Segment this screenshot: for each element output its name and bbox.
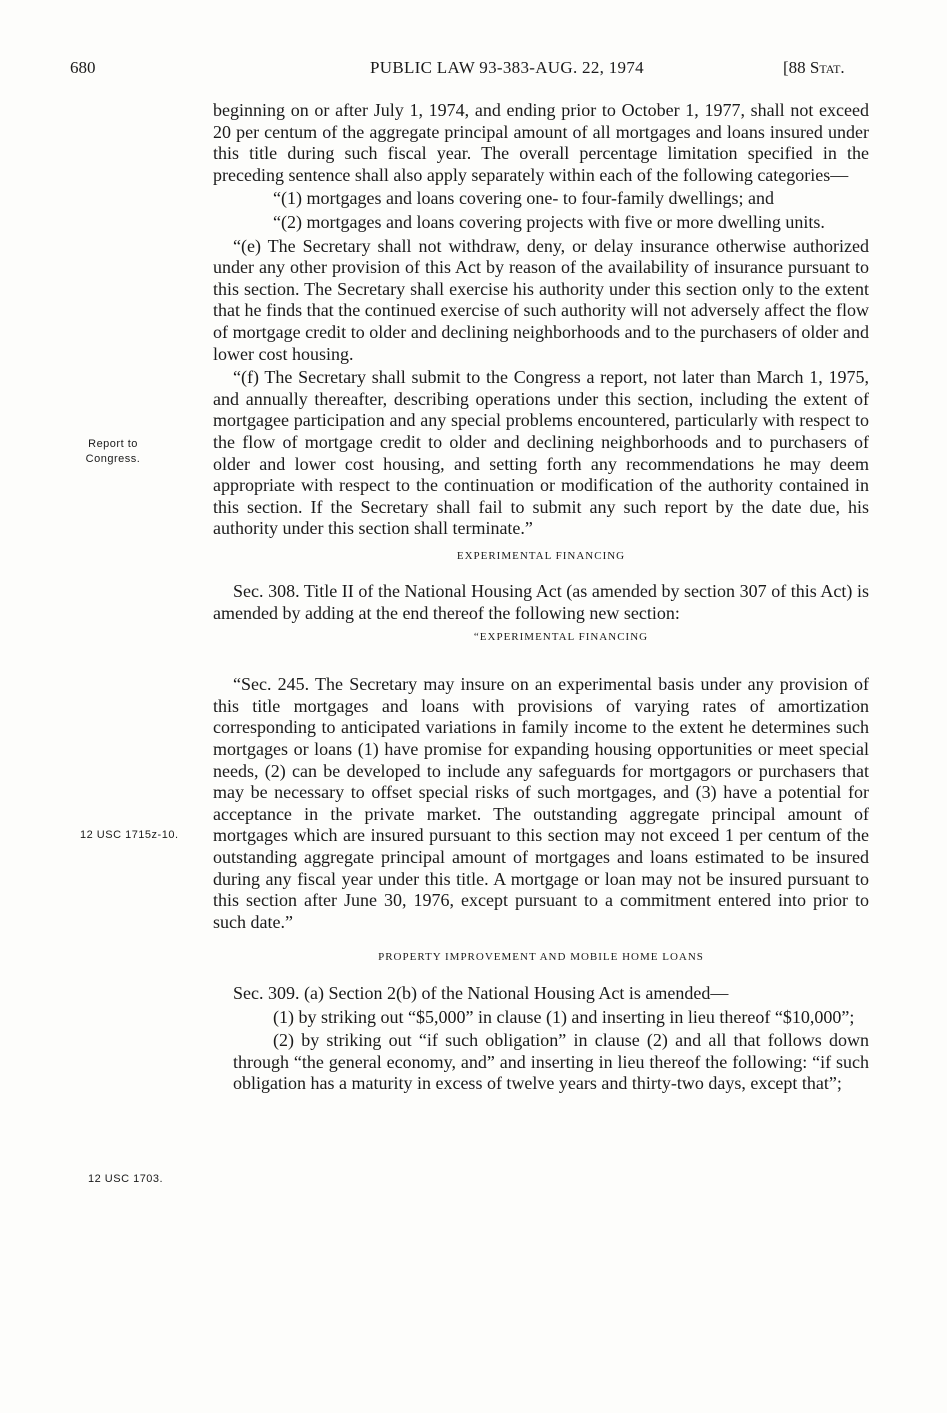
paragraph-sec-245: “Sec. 245. The Secretary may insure on an experimental basis under any provision of this title mortgages and loans with provisions of varying rates of amortization corresponding to anticipated variations in family income to the extent he determines such mortgages or loans (1) have promise for expanding housing opportunities or meet special needs, (2) can be developed to include any safeguards for mortgagors or purchasers that may be necessary to offset special risks of such mortgages, and (3) have a potential for acceptance in the private market. The outstanding aggregate principal amount of mortgages which are insured pursuant to this section may not exceed 1 per centum of the outstanding aggregate principal amount of mortgages and loans estimated to be insured during any fiscal year under this title. A mortgage or loan may not be insured pursuant to this section after June 30, 1976, except pursuant to a commitment entered into prior to such date.” <box>213 674 869 932</box>
heading-experimental-financing-quoted: “EXPERIMENTAL FINANCING <box>473 630 649 643</box>
margin-note-report: Report to Congress. <box>85 438 141 465</box>
running-head: PUBLIC LAW 93-383-AUG. 22, 1974 <box>370 58 644 77</box>
paragraph-clause-2: “(2) mortgages and loans covering projects with five or more dwelling units. <box>273 211 825 232</box>
paragraph-fiscal-limit: beginning on or after July 1, 1974, and ending prior to October 1, 1977, shall not exceed 20 per centum of the aggregate principal amount of all mortgages and loans insured under this title during such fiscal year. The overall percentage limitation specified in the preceding sentence shall also apply separately within each of the following categories— <box>213 100 869 185</box>
heading-experimental-financing: EXPERIMENTAL FINANCING <box>456 549 626 562</box>
paragraph-amendment-1: (1) by striking out “$5,000” in clause (1) and inserting in lieu thereof “$10,000”; <box>273 1006 855 1027</box>
paragraph-amendment-2: (2) by striking out “if such obligation” in clause (2) and all that follows down through “the general economy, and” and inserting in lieu thereof the following: “if such obligation has a maturity in excess of twelve years and thirty-two days, except that”; <box>233 1030 869 1094</box>
paragraph-sec-309: Sec. 309. (a) Section 2(b) of the National Housing Act is amended— <box>233 982 729 1003</box>
body-text <box>213 100 869 1097</box>
paragraph-subsection-e: “(e) The Secretary shall not withdraw, deny, or delay insurance otherwise authorized under any other provision of this Act by reason of the availability of insurance pursuant to this section. The Secretary shall exercise his authority under this section only to the extent that he finds that the continued exercise of such authority will not adversely affect the flow of mortgage credit to older and declining neighborhoods and to the purchasers of older and lower cost housing. <box>213 235 869 364</box>
margin-note-usc-1703: 12 USC 1703. <box>88 1173 164 1185</box>
paragraph-clause-1: “(1) mortgages and loans covering one- to four-family dwellings; and <box>273 188 774 209</box>
page-number: 680 <box>70 58 96 77</box>
heading-property-improvement: PROPERTY IMPROVEMENT AND MOBILE HOME LOANS <box>378 951 704 964</box>
paragraph-subsection-f: “(f) The Secretary shall submit to the Congress a report, not later than March 1, 1975, and annually thereafter, describing operations under this section, including the extent of mortgagee participation and any special problems encountered, particularly with respect to the flow of mortgage credit to older and declining neighborhoods and to purchasers of older and lower cost housing, and setting forth any recommendations he may deem appropriate with respect to the continuation or modification of the authority contained in this section. If the Secretary shall fail to submit any such report by the date due, his authority under this section shall terminate.” <box>213 367 869 539</box>
paragraph-sec-308: Sec. 308. Title II of the National Housing Act (as amended by section 307 of this Act) is amended by adding at the end thereof the following new section: <box>213 581 869 624</box>
stat-reference: [88 Stat. <box>783 58 845 77</box>
margin-note-usc-1715z: 12 USC 1715z-10. <box>80 829 179 841</box>
